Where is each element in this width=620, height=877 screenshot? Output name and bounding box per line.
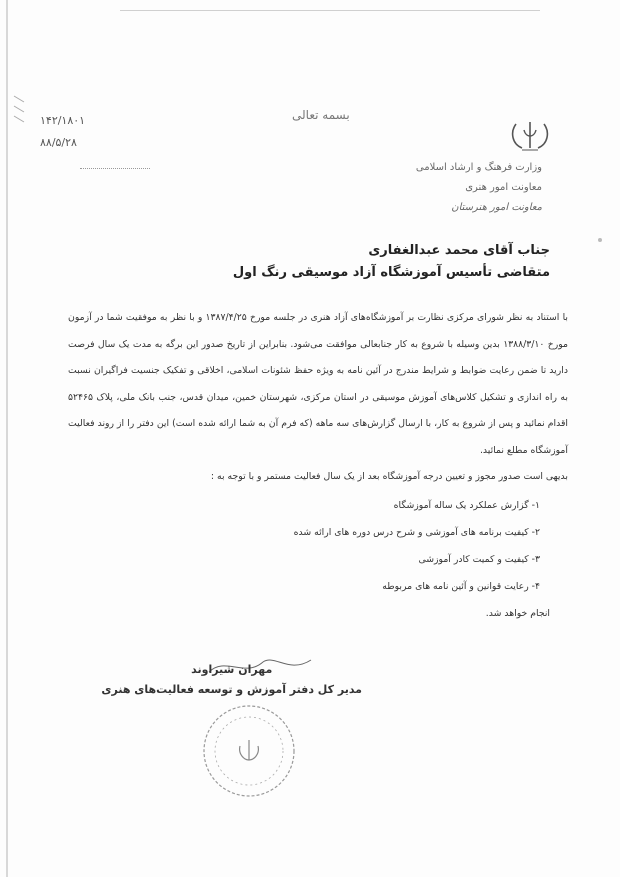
list-item: ۴- رعایت قوانین و آئین نامه های مربوطه: [382, 581, 540, 592]
scan-edge: [6, 0, 8, 877]
body-paragraph: بدیهی است صدور مجوز و تعیین درجه آموزشگاه بعد از یک سال فعالیت مستمر و با توجه به :: [210, 471, 568, 482]
signatory-name: مهران شیراوند: [191, 663, 273, 676]
body-paragraph: با استناد به نظر شورای مرکزی نظارت بر آموزشگاه‌های آزاد هنری در جلسه مورخ ۱۳۸۷/۴/۲۵ و با نظر به موفقیت شما در آزمون مورخ ۱۳۸۸/۳/۱۰ بدین وسیله با شروع به کار جنابعالی موافقت می‌شود. بنابراین از تاریخ صدور این برگه به مدت یک سال فرصت دارید تا ضمن رعایت ضوابط و شرایط مندرج در آئین نامه به ویژه حفظ شئونات اسلامی، اخلاقی و تفکیک جنسیت فراگیران نسبت به راه اندازی و تشکیل کلاس‌های آموزش موسیقی در استان مرکزی، شهرستان خمین، میدان قدس، جنب بانک ملی، پلاک ۵۲۴۶۵ اقدام نمائید و پس از شروع به کار، با ارسال گزارش‌های سه ماهه (که فرم آن به شما ارائه شده است) این دفتر را از روند فعالیت آموزشگاه مطلع نمائید.: [68, 312, 569, 456]
reference-attachment-line: [80, 158, 150, 169]
letterhead-line: معاونت امور هنرستان: [451, 202, 542, 213]
criteria-list: [294, 492, 550, 627]
reference-date: ۸۸/۵/۲۸: [40, 136, 77, 149]
letter-body: [68, 305, 568, 491]
addressee-block: [233, 240, 550, 284]
letterhead-line: وزارت فرهنگ و ارشاد اسلامی: [415, 162, 542, 173]
margin-mark-icon: [12, 92, 26, 132]
iran-emblem-icon: [508, 118, 552, 154]
letterhead-line: معاونت امور هنری: [465, 182, 542, 193]
list-item: ۱- گزارش عملکرد یک ساله آموزشگاه: [393, 500, 540, 511]
signatory-title: مدیر کل دفتر آموزش و توسعه فعالیت‌های هنری: [101, 683, 362, 696]
signature-block: [101, 660, 362, 700]
punch-hole: [598, 238, 602, 242]
list-item: ۳- کیفیت و کمیت کادر آموزشی: [418, 554, 540, 565]
letterhead-lines: [416, 158, 542, 218]
closing-line: انجام خواهد شد.: [485, 608, 550, 619]
basmala: بسمه تعالی: [292, 108, 350, 122]
list-item: ۲- کیفیت برنامه های آموزشی و شرح درس دوره های ارائه شده: [293, 527, 540, 538]
official-stamp-icon: [200, 702, 298, 800]
reference-number: ۱۴۲/۱۸۰۱: [40, 114, 86, 127]
addressee-name: جناب آقای محمد عبدالغفاری: [368, 243, 550, 258]
reference-block: [40, 110, 150, 169]
scan-line: [120, 10, 540, 11]
addressee-subject: متقاضی تأسیس آموزشگاه آزاد موسیقی رنگ اول: [232, 265, 550, 280]
